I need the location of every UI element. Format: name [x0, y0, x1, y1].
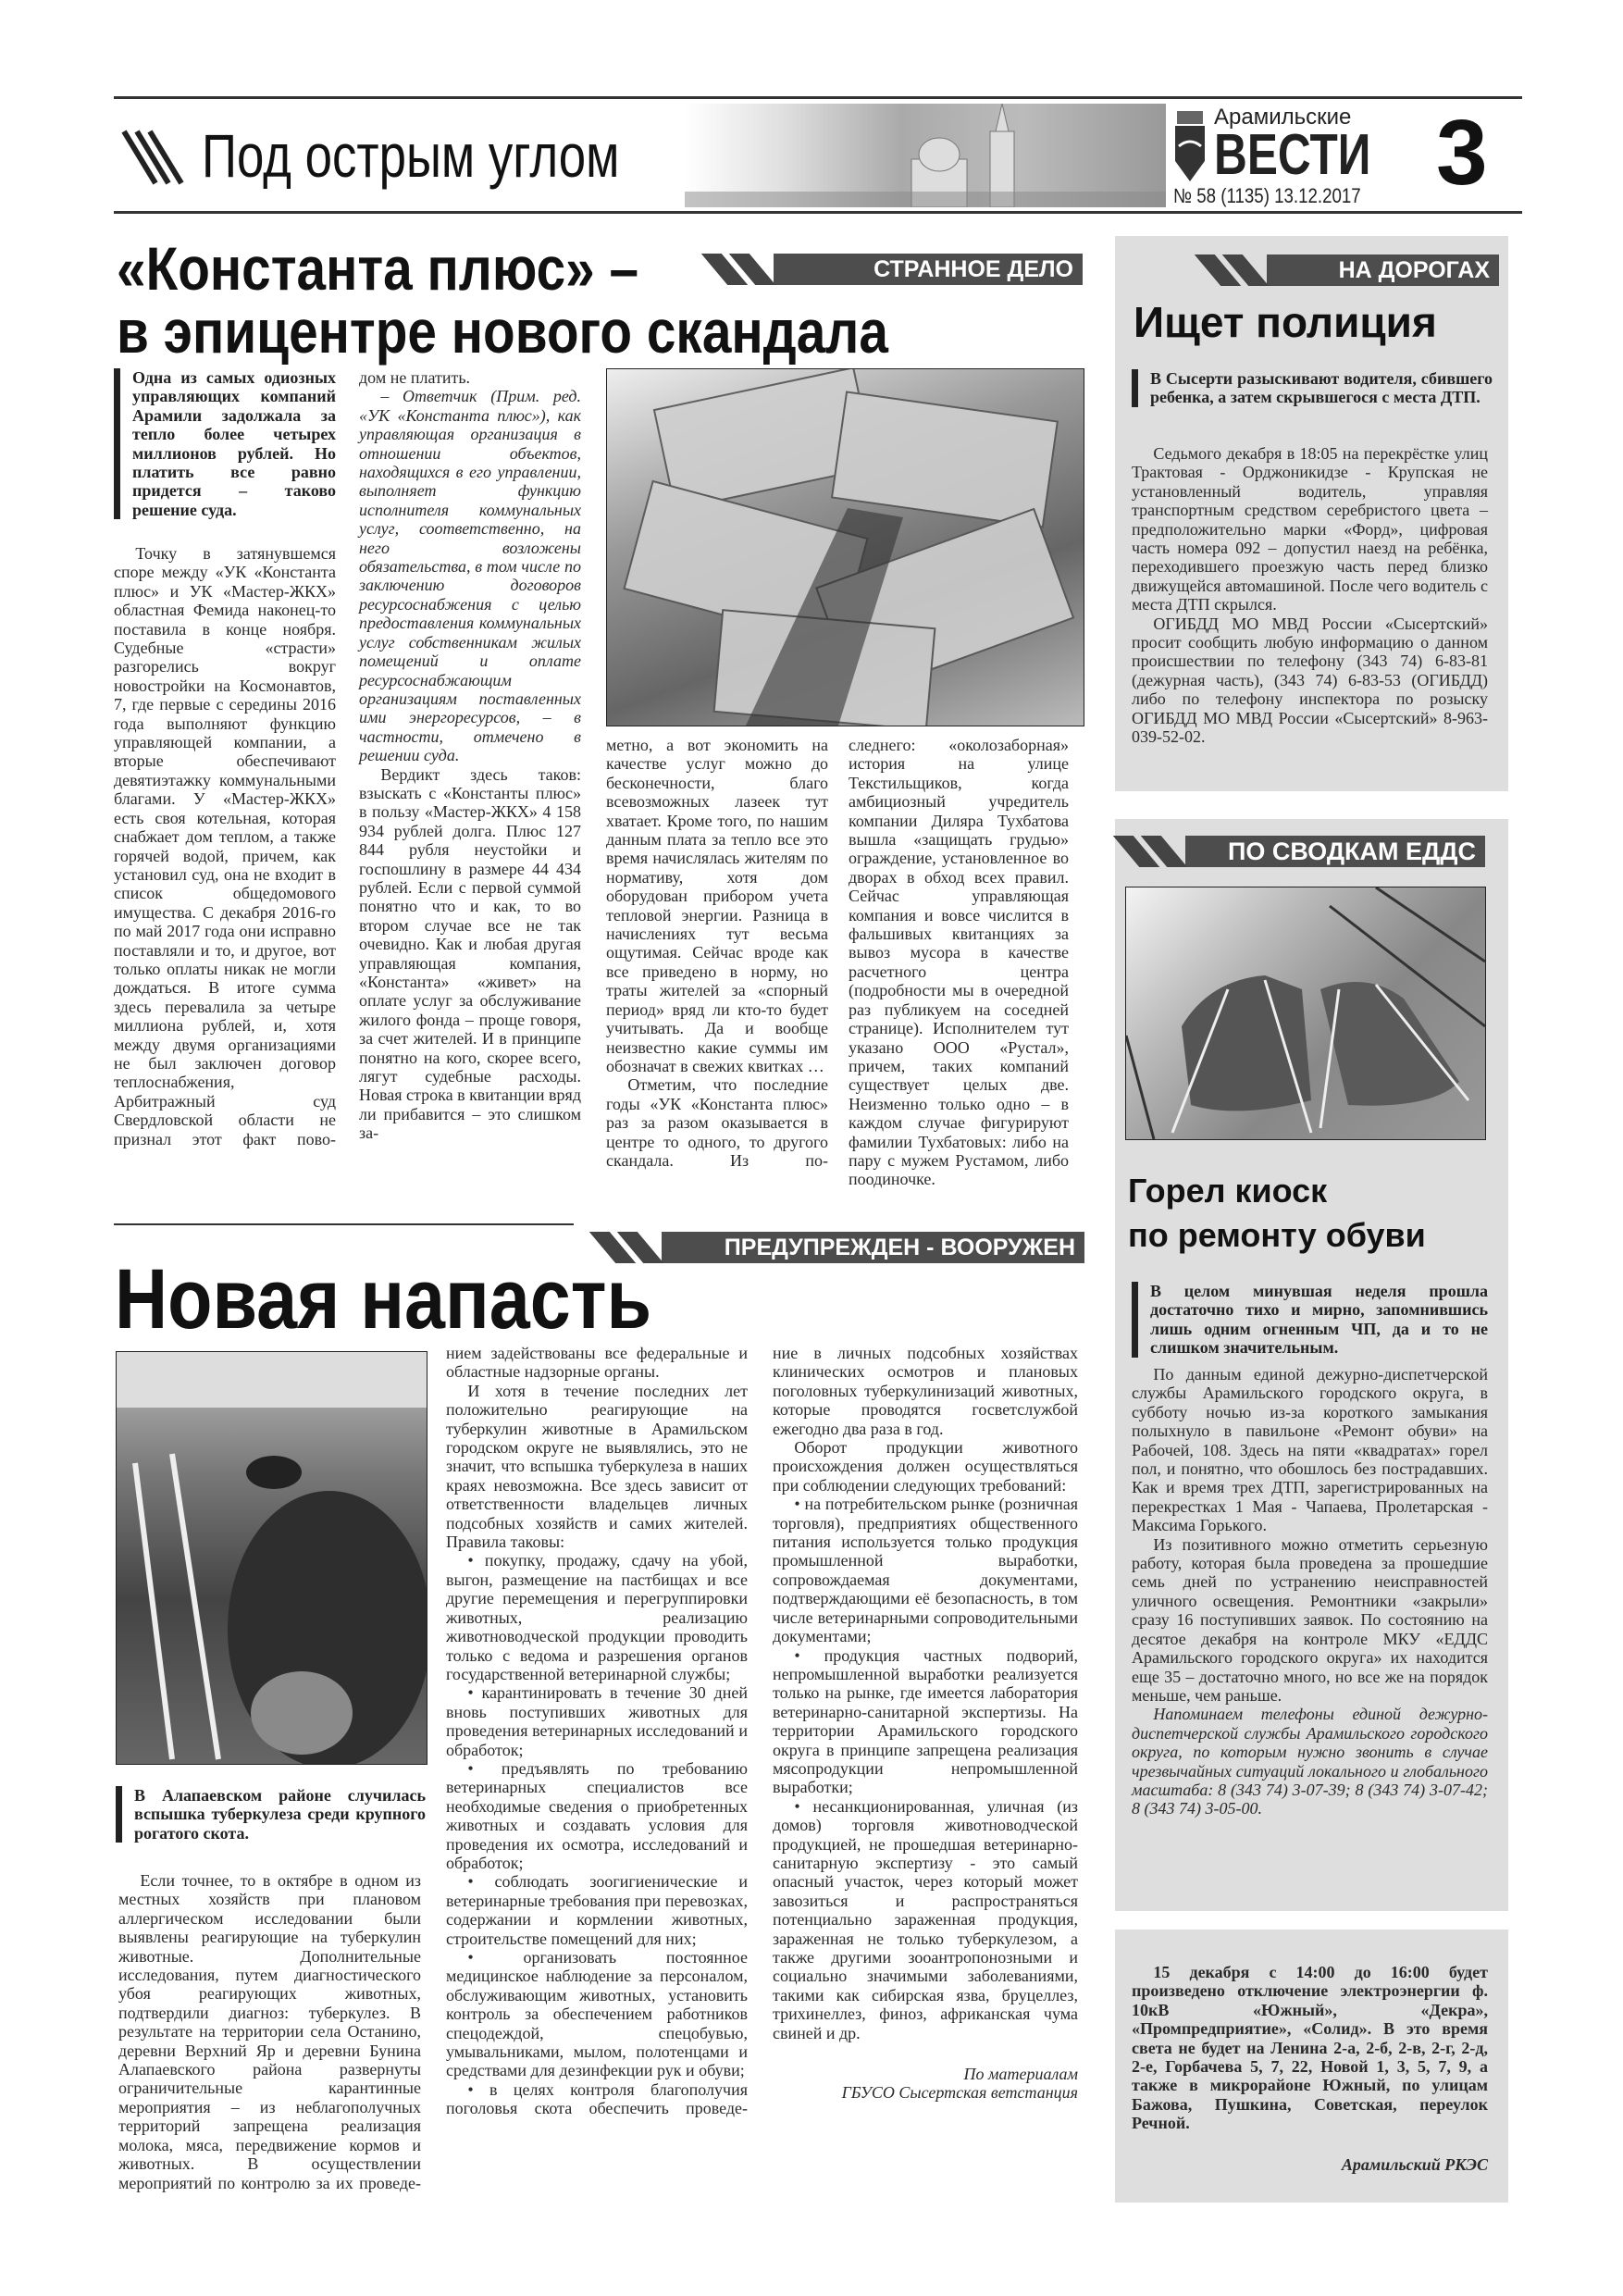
paragraph: Точку в затянувшемся споре между «УК «Константа плюс» и УК «Мастер-ЖКХ» областная Фемида наконец-то поставила в конце ноября. Судебные «страсти» разгорелись вокруг новостройки на Космонавтов, 7, где первые с середины 2016 года выполняют функцию управляющей компании, а вторые обеспечивают девятиэтажку коммунальными благами. У «Мастер-ЖКХ» есть своя котельная, которая снабжает дом теплом, а также горячей водой, причем, как установил суд, она не входит в список общедомового имущества. С декабря 2016-го по май 2017 года они исправно поставляли и то, и другое, вот только оплаты никак не могли дождаться. В итоге сумма здесь перевалила за четыре миллиона рублей, и, хотя между двумя организациями не был заключен договор теплоснабжения, Арбитражный суд Свердловской области не признал этот факт пово-: [114, 544, 336, 1148]
article2-column-2: [446, 1344, 748, 2118]
section-title: [202, 118, 727, 192]
section-slashes-icon: [118, 130, 192, 185]
paragraph: • на потребительском рынке (розничная торговля), предприятиях общественного питания используется только продукция промышленной выработки, сопровождаемая документами, подтверждающими её безопасность, в том числе ветеринарными сопроводительными документами;: [773, 1495, 1078, 1646]
article1-lead: Одна из самых одиозных управляющих компаний Арамили задолжала за тепло более четырех миллионов рублей. Но платить все равно придется – таково решение суда.: [114, 368, 336, 519]
signature: По материалам: [963, 2065, 1078, 2084]
paragraph: – Ответчик (Прим. ред. «УК «Константа плюс»), как управляющая организация в отношении объектов, находящихся в его управлении, выполняет функцию исполнителя коммунальных услуг, соответственно, на него возложены обязательства, в том числе по заключению договоров ресурсоснабжения с целью предоставления коммунальных услуг собственникам жилых помещений и оплате ресурсоснабжающим организациям поставленных ими энергоресурсов, – в частности, отмечено в решении суда.: [359, 387, 581, 765]
paragraph: Оборот продукции животного происхождения должен осуществляться при соблюдении следующих требований:: [773, 1438, 1078, 1495]
paragraph: Из позитивного можно отметить серьезную работу, которая была проведена за прошедшие семь дней по устранению неисправностей уличного освещения. Ремонтники «закрыли» сразу 16 поступивших заявок. По состоянию на десятое декабря на контроле МКУ «ЕДДС Арамильского городского округа» их находится еще 35 – достаточно много, но все же на порядок меньше, чем раньше.: [1132, 1534, 1488, 1705]
paragraph: По данным единой дежурно-диспетчерской службы Арамильского городского округа, в субботу ночью из-за короткого замыкания полыхнуло в павильоне «Ремонт обуви» на Рабочей, 108. Здесь на пяти «квадратах» горел пол, и понятно, что обошлось без пострадавших. Как и время трех ДТП, зарегистрированных на перекрестках 1 Мая - Чапаева, Пролетарская - Максима Горького.: [1132, 1365, 1488, 1535]
paragraph: • в целях контроля благополучия поголовья скота обеспечить проведе-: [446, 2079, 748, 2118]
article1-column-2: [359, 368, 581, 1143]
paragraph: дом не платить.: [359, 368, 471, 387]
paragraph: Напоминаем телефоны единой дежурно-диспетчерской службы Арамильского городского округа, по которым нужно звонить в случае чрезвычайных ситуаций локального и глобального масштаба: 8 (343 74) 3-07-39; 8 (343 74) 3-07-42; 8 (343 74) 3-05-00.: [1132, 1705, 1488, 1818]
header-bottom-rule: [114, 211, 1522, 214]
sidebar-roads-lead: В Сысерти разыскивают водителя, сбившего ребенка, а затем скрывшегося с места ДТП.: [1132, 369, 1493, 407]
sidebar-roads-tag-label: НА ДОРОГАХ: [1267, 254, 1499, 286]
article1-headline-line1: «Константа плюс» –: [117, 234, 639, 303]
issue-number: № 58 (1135) 13.12.2017: [1173, 184, 1361, 207]
paragraph: Вердикт здесь таков: взыскать с «Константы плюс» в пользу «Мастер-ЖКХ» 4 158 934 рублей долга. Плюс 127 844 рубля неустойки и госпошлину в размере 44 434 рублей. Если с первой суммой понятно что и как, то во втором случае все не так очевидно. Как и любая другая управляющая компания, «Константа» «живет» на оплате услуг за обслуживание жилого фонда – проще говоря, за счет жителей. И в принципе понятно на кого, скорее всего, лягут судебные расходы. Новая строка в квитанции вряд ли прибавится – это слишком за-: [359, 764, 581, 1143]
article2-headline: [115, 1253, 739, 1346]
article1-rubric-label: СТРАННОЕ ДЕЛО: [774, 254, 1083, 285]
sidebar-roads-body: [1132, 444, 1488, 747]
sidebar-edds-body: [1132, 1365, 1488, 1818]
sidebar-edds-tag-label: ПО СВОДКАМ ЕДДС: [1185, 836, 1485, 867]
power-outage-body: [1132, 1963, 1488, 2174]
top-rule: [114, 96, 1522, 99]
paragraph: • покупку, продажу, сдачу на убой, выгон, размещение на пастбищах и все другие перемещения и перегруппировки животных, реализацию животноводческой продукции проводить только с ведома и разрешения органов государственной ветеринарной службы;: [446, 1551, 748, 1683]
article1-column-3: [606, 736, 828, 1170]
article2-rubric-label: ПРЕДУПРЕЖДЕН - ВООРУЖЕН: [662, 1232, 1084, 1263]
power-outage-notice: [1115, 1930, 1508, 2203]
page-number: 3: [1436, 101, 1488, 205]
paragraph: ние в личных подсобных хозяйствах клинических осмотров и плановых поголовных туберкулинизаций животных, которые проводятся госветслужбой ежегодно два раза в год.: [773, 1344, 1078, 1438]
sidebar-edds-headline-line2: по ремонту обуви: [1128, 1216, 1426, 1254]
paragraph: • продукция частных подворий, непромышленной выработки реализуется только на рынке, где имеется лаборатория ветеринарно-санитарной экспертизы. На территории Арамильского городского округа в принципе запрещена реализация мясопродукции непромышленной выработки;: [773, 1645, 1078, 1797]
cow-photo: [116, 1351, 427, 1765]
money-photo: [606, 368, 1084, 726]
paragraph: ОГИБДД МО МВД России «Сысертский» просит сообщить любую информацию о данном происшествии по телефону (343 74) 6-83-81 (дежурная часть), (343 74) 6-83-53 (ОГИБДД) либо по телефону инспектора по розыску ОГИБДД МО МВД России «Сысертский» 8-963-039-52-02.: [1132, 614, 1488, 747]
paragraph: • организовать постоянное медицинское наблюдение за персоналом, обслуживающим животных, установить контроль за обеспечением работников спецодеждой, спецобувью, умывальниками, мылом, полотенцами и средствами для дезинфекции рук и обуви;: [446, 1948, 748, 2080]
paragraph: следнего: «околозаборная» история на улице Текстильщиков, когда амбициозный учредитель компании Диляра Тухбатова вышла «защищать грудью» ограждение, установленное во дворах в обход всех правил. Сейчас управляющая компания и вовсе числится в фальшивых квитанциях за вывоз мусора в качестве расчетного центра (подробности мы в очередной раз публикуем на соседней странице). Исполнителем тут указано ООО «Рустал», причем, таких компаний существует целых две. Неизменно только одно – в каждом случае фигурируют фамилии Тухбатовых: либо на пару с мужем Рустамом, либо поодиночке.: [849, 736, 1069, 1189]
paragraph: 15 декабря с 14:00 до 16:00 будет произведено отключение электроэнергии ф. 10кВ «Южный», «Декра», «Промпредприятие», «Солид». В это время света не будет на Ленина 2-а, 2-б, 2-в, 2-г, 2-д, 2-е, Горбачева 5, 7, 22, Новой 1, 3, 5, 7, 9, а также в микрорайоне Южный, по улицам Бажова, Пушкина, Советская, переулок Речной.: [1132, 1963, 1488, 2133]
article1-column-1: [114, 544, 336, 1148]
masthead-logo: [1173, 105, 1405, 207]
article2-column-1: [118, 1871, 421, 2192]
article2-headline-text: Новая напасть: [115, 1252, 652, 1347]
sidebar-edds: [1115, 819, 1508, 1911]
paragraph: • предъявлять по требованию ветеринарных специалистов все необходимые сведения о приобретенных животных и создавать условия для проведения их осмотра, исследований и обработок;: [446, 1758, 748, 1872]
city-crest-icon: [1173, 109, 1207, 183]
article1-headline-line2: в эпицентре нового скандала: [117, 297, 888, 366]
signature: Арамильский РКЭС: [1341, 2154, 1488, 2174]
paragraph: Седьмого декабря в 18:05 на перекрёстке улиц Трактовая - Орджоникидзе - Крупская не установленный водитель, управляя транспортным средством серебристого цвета –предположительно марки «Форд», цифровая часть номера 092 – допустил наезд на ребёнка, переходившего проезжую часть перед близко движущейся автомашиной. После чего водитель с места ДТП скрылся.: [1132, 444, 1488, 614]
article1-rubric-tag: [714, 254, 1083, 285]
paragraph: метно, а вот экономить на качестве услуг можно до бесконечности, благо всевозможных лазеек тут хватает. Кроме того, по нашим данным плата за тепло все это время начислялась жителям по нормативу, хотя дом оборудован прибором учета тепловой энергии. Разница в начислениях тут весьма ощутимая. Сейчас вроде как все приведено в норму, но траты жителей за «спорный период» вряд ли кто-то будет учитывать. Да и вообще неизвестно какие суммы им обозначат в свежих квитках …: [606, 736, 828, 1075]
sidebar-roads-tag: [1208, 254, 1499, 286]
sidebar-roads-headline: Ищет полиция: [1134, 298, 1437, 346]
paragraph: • несанкционированная, уличная (из домов) торговля животноводческой продукцией, не прошедшая ветеринарно-санитарную экспертизу - это самый опасный участок, через который может завозиться и распространяться потенциально зараженная продукция, зараженная не только туберкулезом, а также другими зооантропонозными и социально значимыми заболеваниями, такими как сибирская язва, бруцеллез, трихинеллез, финоз, африканская чума свиней и др.: [773, 1796, 1078, 2042]
logo-top-text: Арамильские: [1214, 105, 1352, 130]
sidebar-edds-headline: [1128, 1169, 1426, 1258]
paragraph: нием задействованы все федеральные и областные надзорные органы.: [446, 1344, 748, 1382]
article1-column-4: [849, 736, 1069, 1189]
section-title-text: Под острым углом: [202, 118, 623, 192]
paragraph: Если точнее, то в октябре в одном из местных хозяйств при плановом аллергическом исследовании были выявлены реагирующие на туберкулин животные. Дополнительные исследования, путем диагностического убоя реагирующих животных, подтвердили диагноз: туберкулез. В результате на территории села Останино, деревни Верхний Яр и деревни Бунина Алапаевского района развернуты ограничительные карантинные мероприятия – из неблагополучных территорий запрещена реализация молока, мяса, передвижение кормов и животных. В осуществлении мероприятий по контролю за их проведе-: [118, 1871, 421, 2192]
signature: ГБУСО Сысертская ветстанция: [841, 2083, 1078, 2103]
paragraph: И хотя в течение последних лет положительно реагирующие на туберкулин животные в Арамильском городском округе не выявлялись, это не значит, что вспышка туберкулеза в наших краях невозможна. Все здесь зависит от ответственности владельцев личных подсобных хозяйств и самих жителей. Правила таковы:: [446, 1381, 748, 1552]
sidebar-edds-headline-line1: Горел киоск: [1128, 1172, 1328, 1210]
logo-main-text: ВЕСТИ: [1214, 123, 1371, 187]
paragraph: Отметим, что последние годы «УК «Константа плюс» раз за разом оказывается в центре то одного, то другого скандала. Из по-: [606, 1075, 828, 1170]
sidebar-edds-tag: [1126, 836, 1485, 867]
article-divider: [114, 1223, 574, 1225]
sidebar-roads: [1115, 236, 1508, 791]
article2-column-3: [773, 1344, 1078, 2103]
church-header-photo: [685, 104, 1166, 207]
paragraph: • карантинировать в течение 30 дней вновь поступивших животных для проведения ветеринарных исследований и обработок;: [446, 1683, 748, 1759]
paragraph: • соблюдать зоогигиенические и ветеринарные требования при перевозках, содержании и кормлении животных, строительстве помещений для них;: [446, 1872, 748, 1948]
sidebar-edds-lead: В целом минувшая неделя прошла достаточно тихо и мирно, запомнившись лишь одним огненным ЧП, да и то не слишком значительным.: [1132, 1282, 1488, 1358]
shoes-photo: [1125, 887, 1486, 1140]
article2-lead: В Алапаевском районе случилась вспышка туберкулеза среди крупного рогатого скота.: [116, 1786, 426, 1843]
